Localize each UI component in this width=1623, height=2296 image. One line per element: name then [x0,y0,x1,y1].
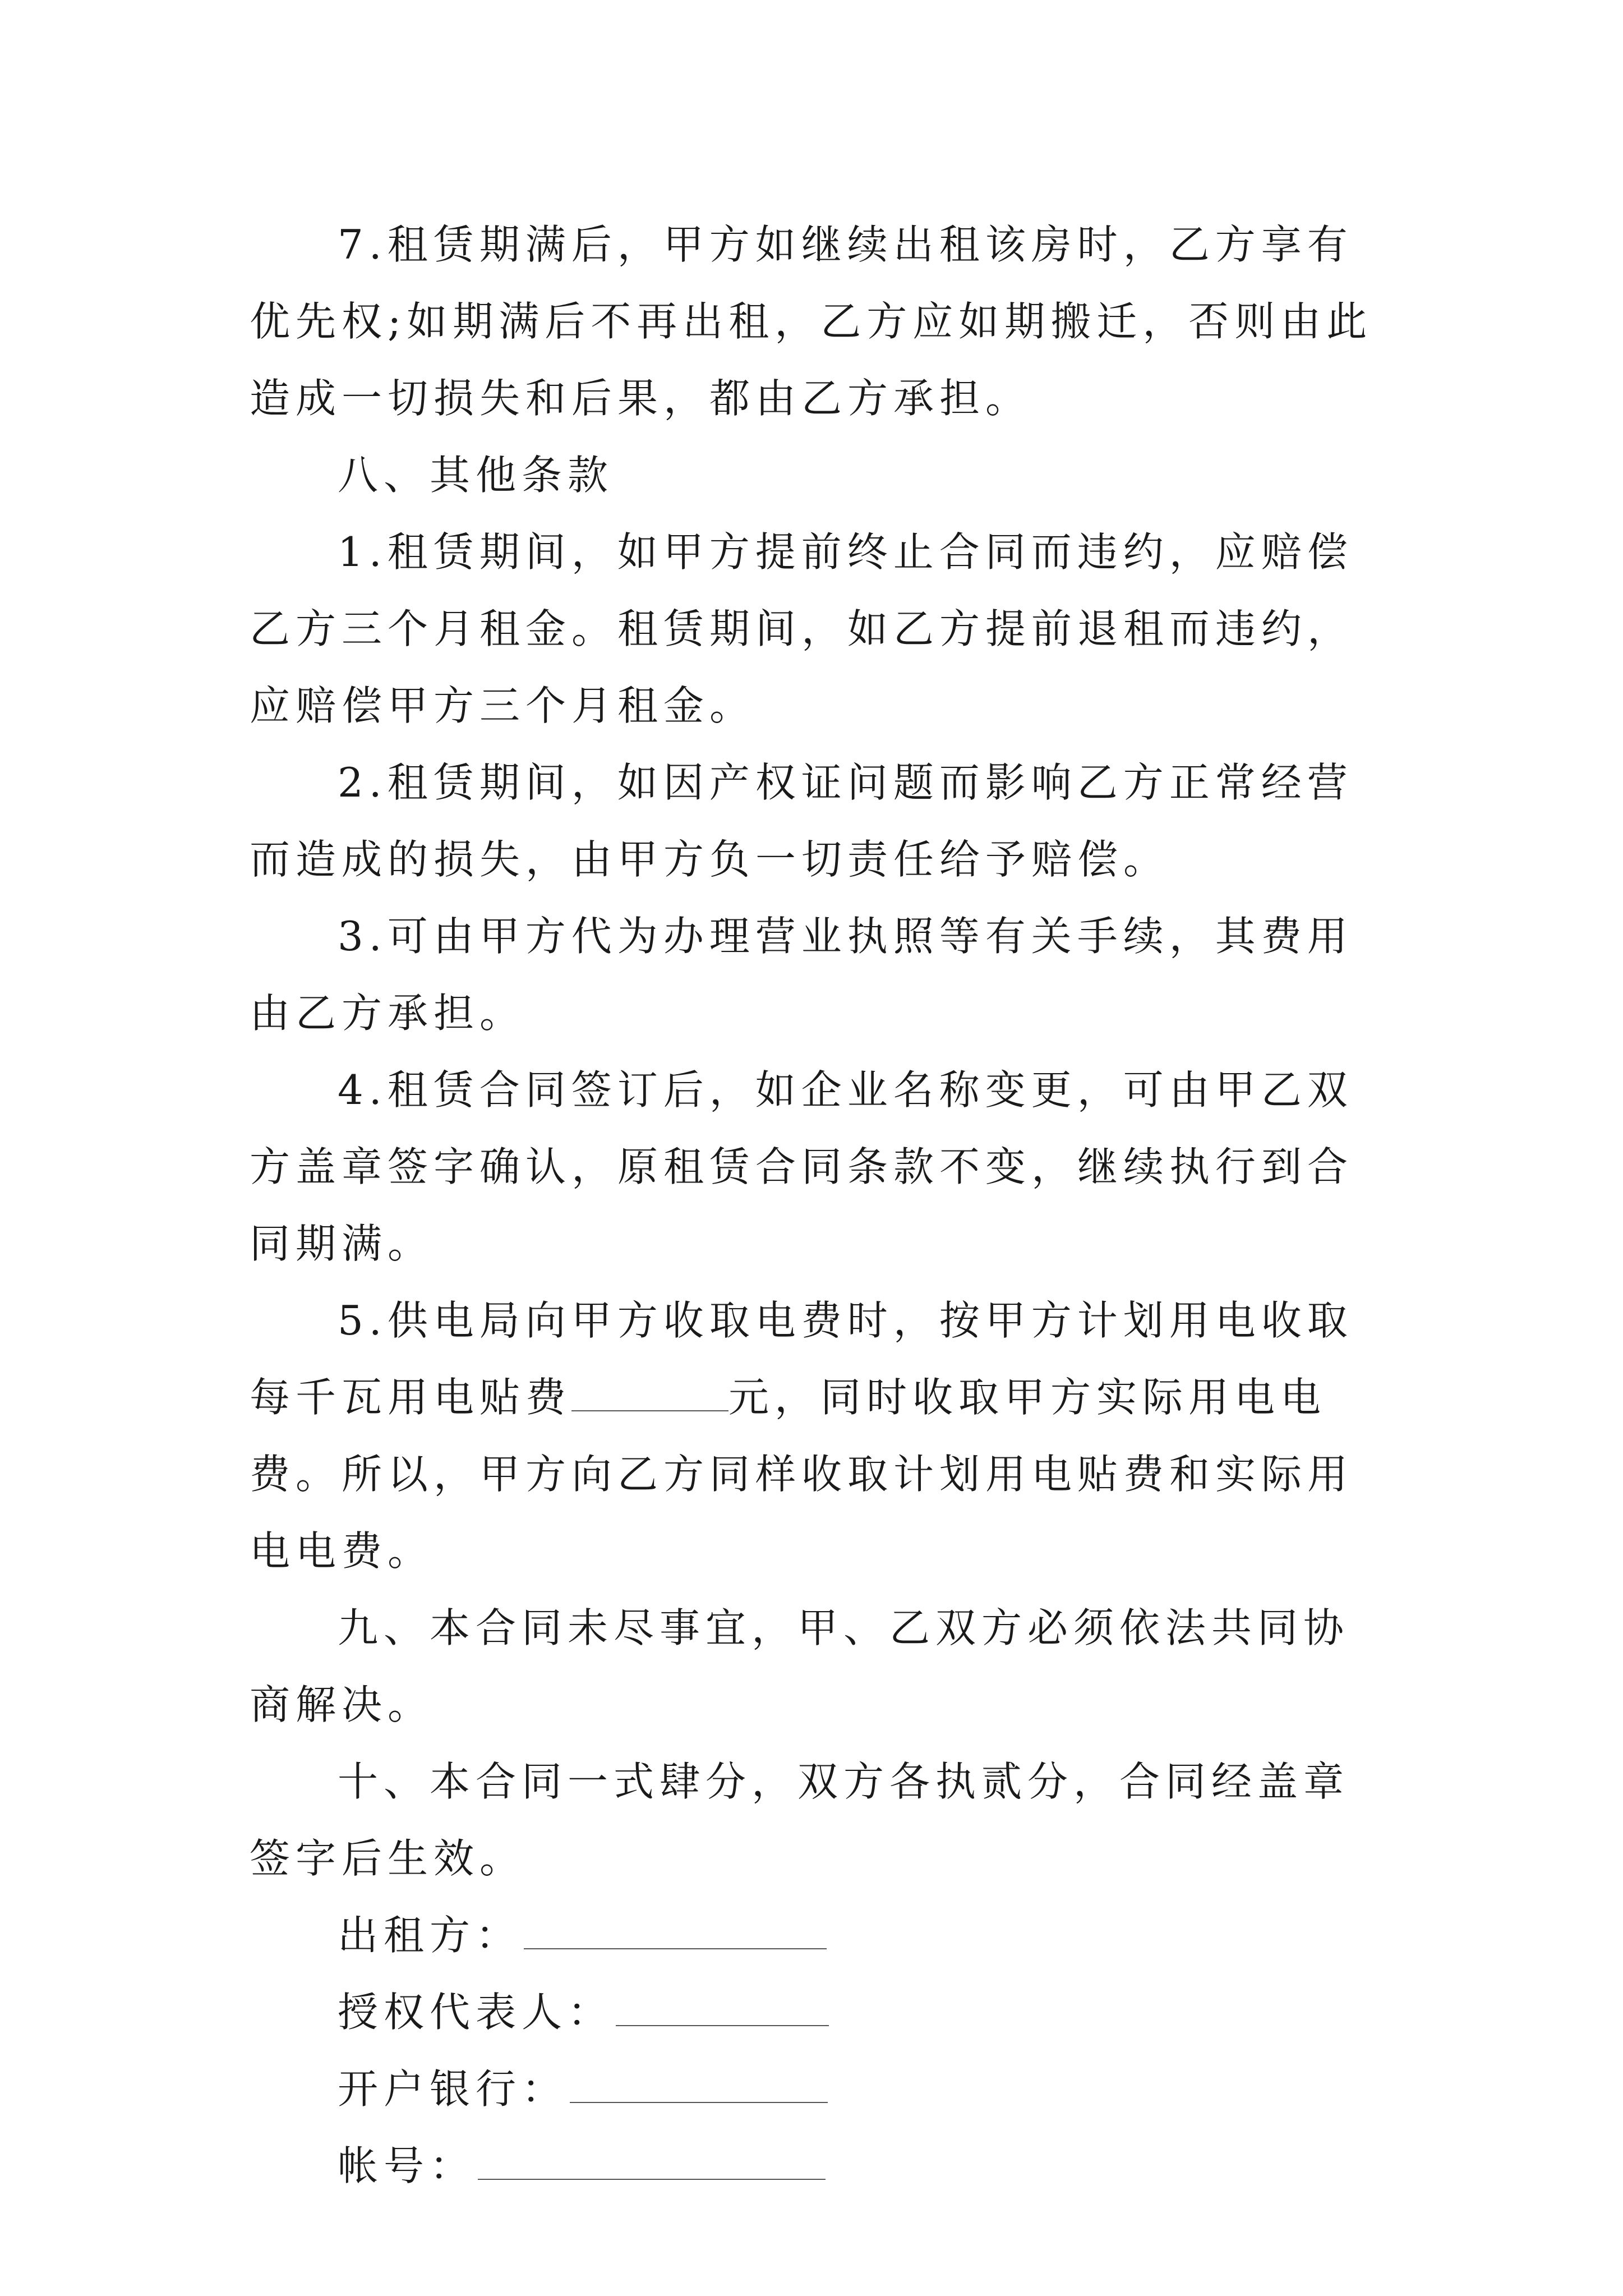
clause-8-2: 2.租赁期间，如因产权证问题而影响乙方正常经营而造成的损失，由甲方负一切责任给予赔偿。 [250,759,1353,883]
section-9: 九、本合同未尽事宜，甲、乙双方必须依法共同协商解决。 [250,1604,1350,1728]
document-body [250,206,1382,2205]
clause-8-5-part2: 元，同时收取甲方实际用电电费。所以，甲方向乙方同样收取计划用电贴费和实际用电电费。 [250,1374,1354,1575]
bank-label: 开户银行： [338,2065,568,2113]
clause-8-5-part1: 5.供电局向甲方收取电费时，按甲方计划用电收取每千瓦用电贴费 [250,1297,1353,1421]
section-10: 十、本合同一式肆分，双方各执贰分，合同经盖章签字后生效。 [250,1758,1350,1882]
account-blank-field[interactable] [478,2156,826,2180]
clause-8-1: 1.租赁期间，如甲方提前终止合同而违约，应赔偿乙方三个月租金。租赁期间，如乙方提前退租而违约，应赔偿甲方三个月租金。 [250,528,1354,729]
bank-blank-field[interactable] [570,2079,828,2103]
bank-row [250,2051,1382,2128]
clause-8-4: 4.租赁合同签订后，如企业名称变更，可由甲乙双方盖章签字确认，原租赁合同条款不变，继续执行到合同期满。 [250,1066,1354,1267]
section-8-title: 八、其他条款 [338,452,614,499]
fee-blank-field[interactable] [571,1388,728,1411]
lessor-blank-field[interactable] [524,1926,827,1949]
clause-8-3: 3.可由甲方代为办理营业执照等有关手续，其费用由乙方承担。 [250,913,1353,1037]
account-label: 帐号： [338,2142,476,2189]
clause-8-5 [250,1282,1382,1590]
representative-row [250,1974,1382,2051]
representative-label: 授权代表人： [338,1989,614,2036]
lessor-row [250,1897,1382,1974]
representative-blank-field[interactable] [616,2003,829,2026]
account-row [250,2128,1382,2205]
signature-block [250,1897,1382,2205]
lessor-label: 出租方： [338,1912,522,1959]
clause-7-7: 7.租赁期满后，甲方如继续出租该房时，乙方享有优先权;如期满后不再出租，乙方应如期搬迁，否则由此造成一切损失和后果，都由乙方承担。 [250,221,1373,422]
